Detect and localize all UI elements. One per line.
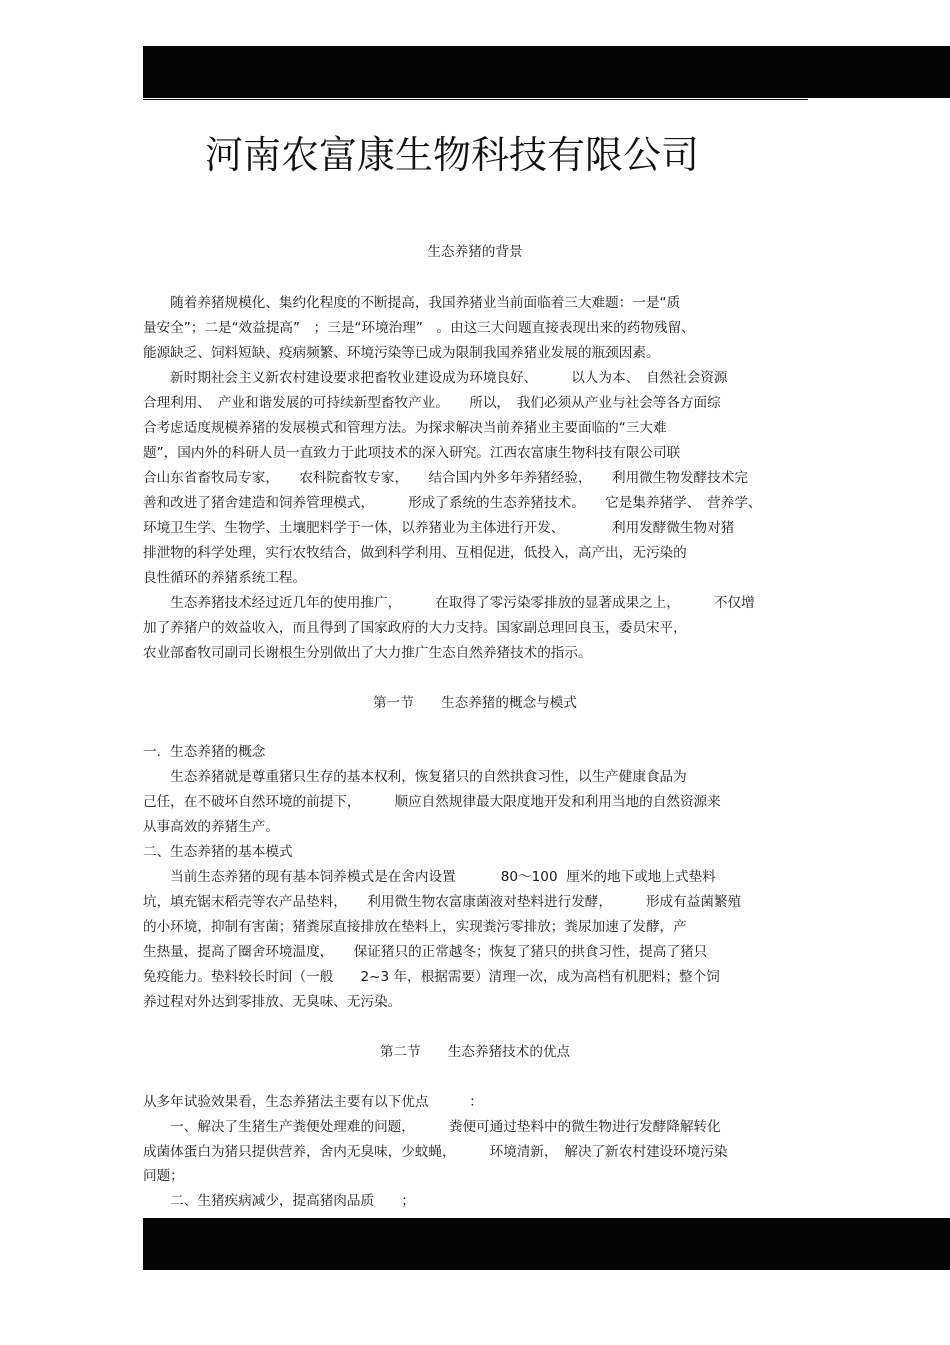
text-line: 从多年试验效果看，生态养猪法主要有以下优点 ：	[143, 1094, 483, 1110]
text-line: 一、解决了生猪生产粪便处理难的问题， 粪便可通过垫料中的微生物进行发酵降解转化	[143, 1119, 721, 1135]
company-name: 河南农富康生物科技有限公司	[205, 133, 700, 177]
text-line: 随着养猪规模化、集约化程度的不断提高，我国养猪业当前面临着三大难题：一是“质	[143, 295, 681, 311]
text-line: 从事高效的养猪生产。	[143, 819, 279, 835]
text-line: 环境卫生学、生物学、土壤肥料学于一体，以养猪业为主体进行开发、 利用发酵微生物对猪	[143, 520, 735, 536]
section-heading: 第二节 生态养猪技术的优点	[379, 1044, 571, 1060]
text-line: 成菌体蛋白为猪只提供营养，舍内无臭味，少蚊蝇， 环境清新， 解决了新农村建设环境污染	[143, 1144, 728, 1160]
text-line: 问题；	[143, 1168, 184, 1184]
redacted-footer-band	[143, 1218, 950, 1270]
document-title: 生态养猪的背景	[427, 244, 523, 260]
text-line: 二、生猪疾病减少，提高猪肉品质 ；	[143, 1193, 415, 1209]
text-line: 免疫能力。垫料较长时间（一般 2~3 年，根据需要）清理一次，成为高档有机肥料；整个饲	[143, 969, 720, 985]
text-line: 能源缺乏、饲料短缺、疫病频繁、环境污染等已成为限制我国养猪业发展的瓶颈因素。	[143, 345, 660, 361]
subsection-title: 二、生态养猪的基本模式	[143, 844, 293, 860]
text-line: 坑，填充锯末稻壳等农产品垫料， 利用微生物农富康菌液对垫料进行发酵， 形成有益菌繁殖	[143, 894, 742, 910]
text-line: 己任，在不破坏自然环境的前提下， 顺应自然规律最大限度地开发和利用当地的自然资源来	[143, 794, 721, 810]
text-line: 农业部畜牧司副司长谢根生分别做出了大力推广生态自然养猪技术的指示。	[143, 645, 592, 661]
text-line: 加了养猪户的效益收入，而且得到了国家政府的大力支持。国家副总理回良玉，委员宋平，	[143, 620, 687, 636]
section-heading: 第一节 生态养猪的概念与模式	[373, 695, 577, 711]
text-line: 新时期社会主义新农村建设要求把畜牧业建设成为环境良好、 以人为本、 自然社会资源	[143, 370, 728, 386]
header-rule	[143, 99, 808, 100]
text-line: 当前生态养猪的现有基本饲养模式是在舍内设置 80～100 厘米的地下或地上式垫料	[143, 869, 716, 885]
text-line: 合理利用、 产业和谐发展的可持续新型畜牧产业。 所以， 我们必须从产业与社会等各方面综	[143, 395, 721, 411]
text-line: 排泄物的科学处理，实行农牧结合，做到科学利用、互相促进，低投入，高产出，无污染的	[143, 545, 687, 561]
subsection-title: 一．生态养猪的概念	[143, 744, 266, 760]
text-line: 养过程对外达到零排放、无臭味、无污染。	[143, 994, 402, 1010]
text-line: 生态养猪就是尊重猪只生存的基本权利，恢复猪只的自然拱食习性，以生产健康食品为	[143, 769, 687, 785]
text-line: 量安全”；二是“效益提高” ；三是“环境治理” 。由这三大问题直接表现出来的药物残留、	[143, 320, 695, 336]
text-line: 合考虑适度规模养猪的发展模式和管理方法。为探求解决当前养猪业主要面临的“三大难	[143, 420, 667, 436]
text-line: 生态养猪技术经过近几年的使用推广， 在取得了零污染零排放的显著成果之上， 不仅增	[143, 595, 755, 611]
text-line: 的小环境，抑制有害菌；猪粪尿直接排放在垫料上，实现粪污零排放；粪尿加速了发酵，产	[143, 919, 687, 935]
text-line: 合山东省畜牧局专家， 农科院畜牧专家， 结合国内外多年养猪经验， 利用微生物发酵技术完	[143, 470, 748, 486]
text-line: 善和改进了猪舍建造和饲养管理模式， 形成了系统的生态养猪技术。 它是集养猪学、 营养学、	[143, 495, 762, 511]
text-line: 题”，国内外的科研人员一直致力于此项技术的深入研究。江西农富康生物科技有限公司联	[143, 445, 681, 461]
redacted-header-band	[143, 46, 950, 98]
text-line: 生热量，提高了圈舍环境温度， 保证猪只的正常越冬；恢复了猪只的拱食习性，提高了猪只	[143, 944, 708, 960]
text-line: 良性循环的养猪系统工程。	[143, 570, 307, 586]
